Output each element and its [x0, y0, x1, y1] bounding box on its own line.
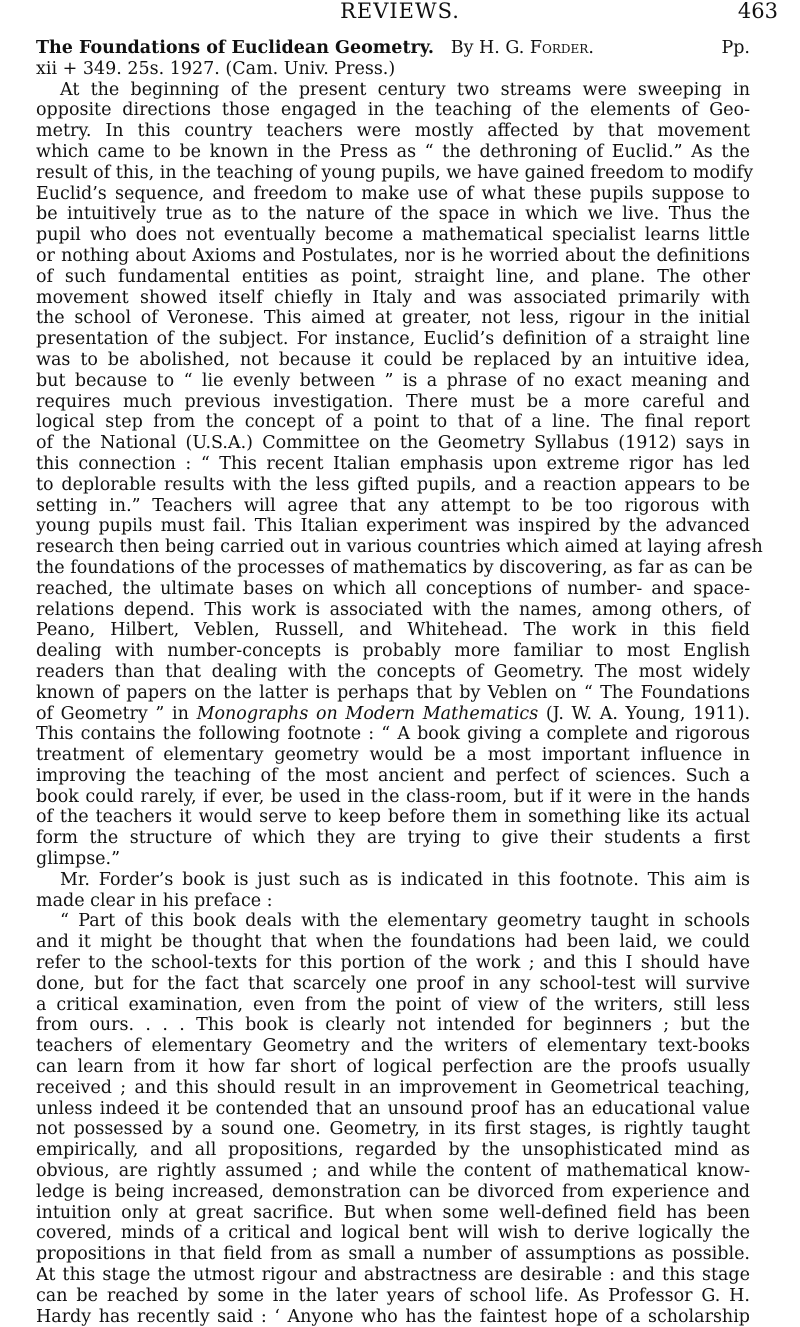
text-line: glimpse.” — [36, 849, 121, 870]
text-line: and it might be thought that when the foundations had been laid, we could — [36, 932, 750, 953]
review-heading: The Foundations of Euclidean Geometry. By H. G. Forder. Pp. — [36, 38, 750, 58]
text-line: relations depend. This work is associated with the names, among others, of — [36, 599, 750, 620]
text-line: of the National (U.S.A.) Committee on the Geometry Syllabus (1912) says in — [36, 433, 750, 454]
paragraph-3-quotation — [36, 911, 750, 1327]
text-line: to deplorable results with the less gifted pupils, and a reaction appears to be — [36, 474, 750, 495]
paragraph-1 — [36, 79, 763, 704]
text-line: a critical examination, even from the point of view of the writers, still less — [36, 994, 750, 1015]
text-line: empirically, and all propositions, regarded by the unsophisticated mind as — [36, 1140, 750, 1161]
byline-prefix: By H. G. — [450, 38, 525, 58]
text-line: of such fundamental entities as point, straight line, and plane. The other — [36, 266, 750, 287]
page-number: 463 — [737, 0, 778, 23]
text-line: done, but for the fact that scarcely one proof in any school-test will survive — [36, 973, 750, 994]
text-line: be intuitively true as to the nature of the space in which we live. Thus the — [36, 204, 750, 225]
pages-label: Pp. — [721, 38, 750, 58]
text-line: from ours. . . . This book is clearly not intended for beginners ; but the — [36, 1015, 750, 1036]
text-line: research then being carried out in various countries which aimed at laying afresh — [36, 537, 763, 558]
text-line: Mr. Forder’s book is just such as is indicated in this footnote. This aim is — [60, 869, 750, 890]
paragraph-1-continued — [36, 724, 750, 870]
text-line: metry. In this country teachers were mostly affected by that movement — [36, 121, 750, 142]
running-head-title: REVIEWS. — [340, 0, 460, 23]
text-line: At the beginning of the present century two streams were sweeping in — [60, 79, 750, 100]
author-name: Forder — [529, 38, 589, 58]
text-line: “ Part of this book deals with the elementary geometry taught in schools — [60, 911, 750, 932]
text-line: or nothing about Axioms and Postulates, nor is he worried about the definitions — [36, 245, 750, 266]
text-line: refer to the school-texts for this portion of the work ; and this I should have — [36, 953, 750, 974]
text-line: of the teachers it would serve to keep before them in something like its actual — [36, 807, 750, 828]
text-line: This contains the following footnote : “ A book giving a complete and rigorous — [36, 724, 750, 745]
text-line: movement showed itself chiefly in Italy and was associated primarily with — [36, 287, 750, 308]
text-line: Euclid’s sequence, and freedom to make use of what these pupils suppose to — [36, 183, 750, 204]
text-line: made clear in his preface : — [36, 890, 273, 911]
text-line: improving the teaching of the most ancient and perfect of sciences. Such a — [36, 765, 750, 786]
text-line: logical step from the concept of a point to that of a line. The final report — [36, 412, 750, 433]
text-line: treatment of elementary geometry would be a most important influence in — [36, 745, 750, 766]
text-line: which came to be known in the Press as “ the dethroning of Euclid.” As the — [36, 141, 750, 162]
text-line: intuition only at great sacrifice. But when some well-defined field has been — [36, 1202, 750, 1223]
text-line: but because to “ lie evenly between ” is a phrase of no exact meaning and — [36, 370, 750, 391]
text-line: form the structure of which they are trying to give their students a first — [36, 828, 750, 849]
italic-line-post: (J. W. A. Young, 1911). — [538, 703, 751, 724]
text-line: presentation of the subject. For instance, Euclid’s definition of a straight line — [36, 329, 750, 350]
text-line: requires much previous investigation. There must be a more careful and — [36, 391, 750, 412]
italic-line-pre: of Geometry ” in — [36, 703, 197, 724]
text-line: the school of Veronese. This aimed at greater, not less, rigour in the initial — [36, 308, 750, 329]
text-line: known of papers on the latter is perhaps that by Veblen on “ The Foundations — [36, 682, 750, 703]
text-line: was to be abolished, not because it could be replaced by an intuitive idea, — [36, 349, 750, 370]
text-line: readers than that dealing with the concepts of Geometry. The most widely — [36, 661, 750, 682]
text-line: At this stage the utmost rigour and abstractness are desirable : and this stage — [36, 1265, 750, 1286]
text-line: covered, minds of a critical and logical bent will wish to derive logically the — [36, 1223, 750, 1244]
text-line: not possessed by a sound one. Geometry, in its first stages, is rightly taught — [36, 1119, 750, 1140]
running-head — [0, 0, 800, 24]
book-title: The Foundations of Euclidean Geometry. — [36, 38, 434, 58]
text-line: teachers of elementary Geometry and the writers of elementary text-books — [36, 1036, 750, 1057]
text-line: opposite directions those engaged in the teaching of the elements of Geo- — [36, 100, 750, 121]
text-line: ledge is being increased, demonstration can be divorced from experience and — [36, 1181, 750, 1202]
text-line: propositions in that field from as small a number of assumptions as possible. — [36, 1244, 750, 1265]
text-line: can learn from it how far short of logical perfection are the proofs usually — [36, 1057, 750, 1078]
publication-details: xii + 349. 25s. 1927. (Cam. Univ. Press.) — [36, 58, 396, 79]
text-line: Hardy has recently said : ‘ Anyone who has the faintest hope of a scholarship — [36, 1306, 750, 1327]
text-line: this connection : “ This recent Italian emphasis upon extreme rigor has led — [36, 453, 750, 474]
text-line: obvious, are rightly assumed ; and while the content of mathematical know- — [36, 1161, 750, 1182]
text-line-italic — [36, 704, 750, 725]
text-line: pupil who does not eventually become a mathematical specialist learns little — [36, 225, 750, 246]
text-line: young pupils must fail. This Italian experiment was inspired by the advanced — [36, 516, 750, 537]
text-line: Peano, Hilbert, Veblen, Russell, and Whitehead. The work in this field — [36, 620, 750, 641]
text-line: reached, the ultimate bases on which all conceptions of number- and space- — [36, 578, 750, 599]
text-line: book could rarely, if ever, be used in the class-room, but if it were in the hands — [36, 786, 750, 807]
italic-title: Monographs on Modern Mathematics — [196, 703, 539, 724]
text-line: result of this, in the teaching of young pupils, we have gained freedom to modify — [36, 162, 754, 183]
review-body — [36, 38, 763, 1327]
text-line: setting in.” Teachers will agree that any attempt to be too rigorous with — [36, 495, 750, 516]
paragraph-2 — [36, 870, 750, 912]
text-line: the foundations of the processes of mathematics by discovering, as far as can be — [36, 557, 753, 578]
text-line: dealing with number-concepts is probably more familiar to most English — [36, 641, 750, 662]
text-line: received ; and this should result in an improvement in Geometrical teaching, — [36, 1077, 750, 1098]
text-line: can be reached by some in the later years of school life. As Professor G. H. — [36, 1285, 750, 1306]
text-line: unless indeed it be contended that an unsound proof has an educational value — [36, 1098, 750, 1119]
